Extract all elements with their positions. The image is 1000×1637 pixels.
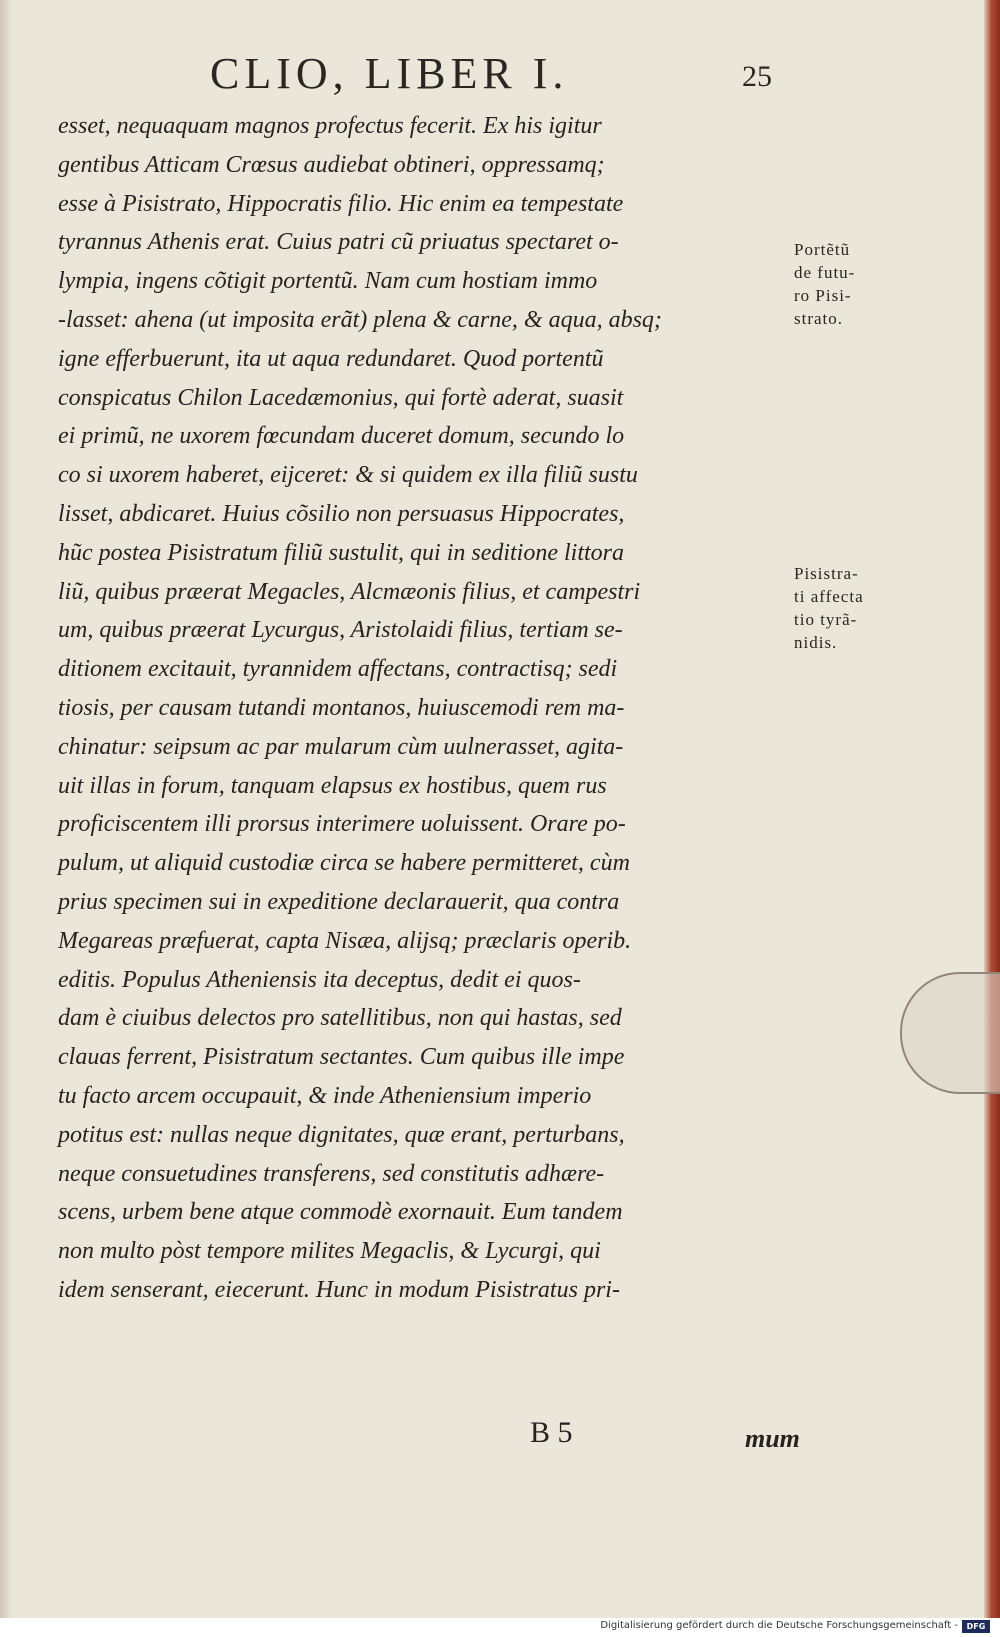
- marginal-note-line: Portẽtũ: [794, 240, 851, 259]
- body-text: [58, 107, 788, 1310]
- text-line: -lasset: ahena (ut imposita erãt) plena & carne, & aqua, absq;: [58, 306, 662, 333]
- marginal-note-line: ro Pisi-: [794, 286, 852, 305]
- text-line: clauas ferrent, Pisistratum sectantes. Cum quibus ille impe: [58, 1044, 625, 1071]
- marginal-note-line: nidis.: [794, 633, 838, 652]
- text-line: lympia, ingens cõtigit portentũ. Nam cum hostiam immo: [58, 268, 598, 295]
- dfg-logo: DFG: [962, 1620, 990, 1633]
- text-line: ei primũ, ne uxorem fœcundam duceret domum, secundo lo: [58, 423, 625, 450]
- text-line: chinatur: seipsum ac par mularum cùm uulnerasset, agita-: [58, 733, 624, 760]
- text-line: esset, nequaquam magnos profectus fecerit. Ex his igitur: [58, 113, 602, 139]
- marginal-note-line: strato.: [794, 309, 844, 328]
- marginal-note-line: ti affecta: [794, 587, 864, 606]
- text-line: tu facto arcem occupauit, & inde Atheniensium imperio: [58, 1082, 592, 1109]
- text-line: uit illas in forum, tanquam elapsus ex hostibus, quem rus: [58, 772, 607, 799]
- signature-mark: B 5: [530, 1416, 573, 1449]
- marginal-note-line: Pisistra-: [794, 564, 859, 583]
- text-line: tyrannus Athenis erat. Cuius patri cũ priuatus spectaret o-: [58, 229, 619, 256]
- text-line: igne efferbuerunt, ita ut aqua redundaret. Quod portentũ: [58, 345, 604, 372]
- text-line: um, quibus præerat Lycurgus, Aristolaidi filius, tertiam se-: [58, 617, 623, 644]
- running-head: CLIO, LIBER I.: [210, 49, 569, 98]
- text-line: pulum, ut aliquid custodiæ circa se habere permitteret, cùm: [58, 850, 630, 877]
- text-line: prius specimen sui in expeditione declarauerit, qua contra: [58, 888, 620, 915]
- book-edge: [984, 0, 1000, 1618]
- page-number: 25: [742, 60, 772, 93]
- text-line: idem senserant, eiecerunt. Hunc in modum Pisistratus pri-: [58, 1276, 620, 1303]
- catchword: mum: [745, 1424, 800, 1453]
- text-line: editis. Populus Atheniensis ita deceptus, dedit ei quos-: [58, 966, 581, 993]
- text-line: dam è ciuibus delectos pro satellitibus, non qui hastas, sed: [58, 1005, 622, 1032]
- text-line: conspicatus Chilon Lacedæmonius, qui fortè aderat, suasit: [58, 384, 624, 411]
- text-line: co si uxorem haberet, eijceret: & si quidem ex illa filiũ sustu: [58, 462, 638, 489]
- text-line: ditionem excitauit, tyrannidem affectans, contractisq; sedi: [58, 656, 618, 683]
- text-line: potitus est: nullas neque dignitates, quæ erant, perturbans,: [58, 1121, 625, 1148]
- text-line: esse à Pisistrato, Hippocratis filio. Hic enim ea tempestate: [58, 190, 624, 217]
- text-line: non multo pòst tempore milites Megaclis, & Lycurgi, qui: [58, 1238, 601, 1265]
- marginal-note-line: de futu-: [794, 263, 856, 282]
- marginal-note-tyranny: [794, 562, 894, 654]
- text-line: hũc postea Pisistratum filiũ sustulit, qui in seditione littora: [58, 539, 625, 566]
- marginal-note-line: tio tyrã-: [794, 610, 858, 629]
- text-line: proficiscentem illi prorsus interimere uoluissent. Orare po-: [58, 811, 626, 838]
- footer-credit: Digitalisierung gefördert durch die Deutsche Forschungsgemeinschaft -: [600, 1620, 958, 1631]
- text-line: scens, urbem bene atque commodè exornauit. Eum tandem: [58, 1199, 623, 1226]
- text-line: tiosis, per causam tutandi montanos, huiuscemodi rem ma-: [58, 694, 625, 721]
- text-line: neque consuetudines transferens, sed constitutis adhære-: [58, 1160, 605, 1187]
- text-line: gentibus Atticam Crœsus audiebat obtineri, oppressamq;: [58, 151, 605, 178]
- text-line: Megareas præfuerat, capta Nisæa, alijsq; præclaris operib.: [58, 927, 632, 954]
- marginal-note-portent: [794, 238, 894, 330]
- text-line: liũ, quibus præerat Megacles, Alcmæonis filius, et campestri: [58, 578, 641, 605]
- page-gutter-shadow: [0, 0, 12, 1618]
- text-line: lisset, abdicaret. Huius cõsilio non persuasus Hippocrates,: [58, 500, 625, 527]
